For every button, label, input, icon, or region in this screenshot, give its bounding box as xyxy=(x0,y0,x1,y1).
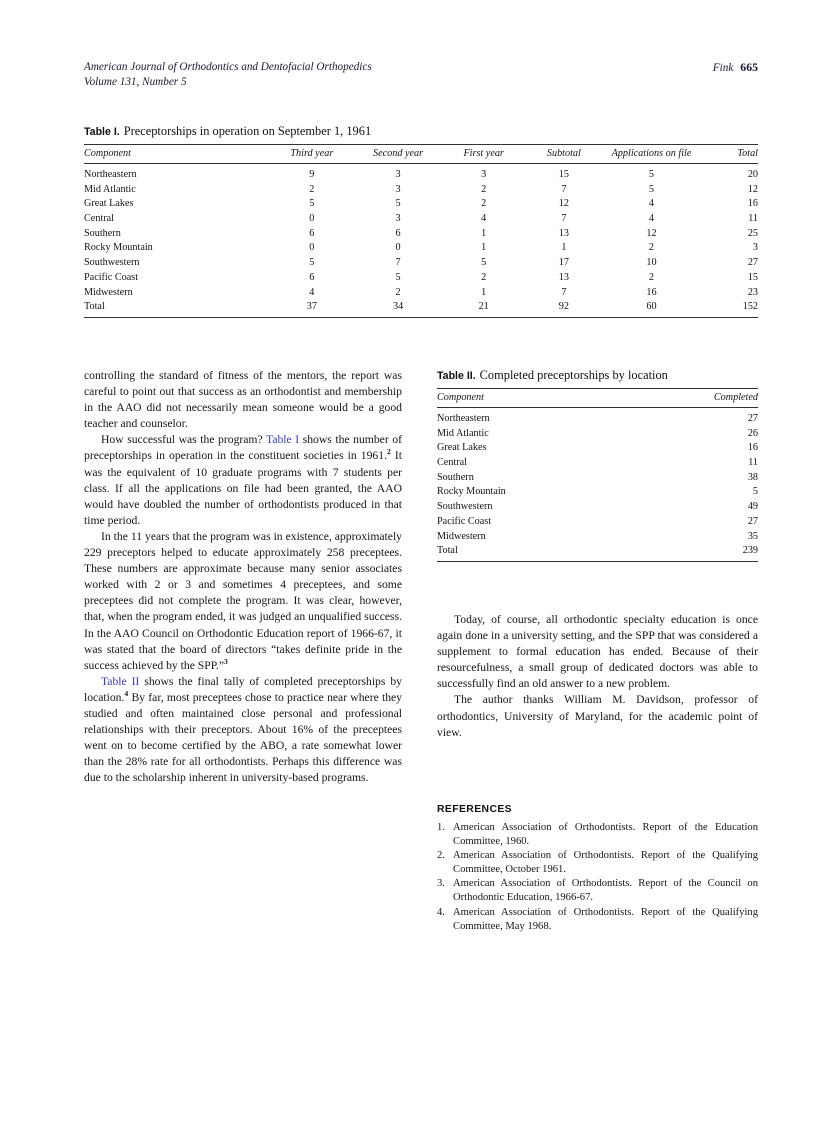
table-cell-value: 152 xyxy=(701,300,758,317)
table-row xyxy=(84,212,758,227)
table-one-col-component: Component xyxy=(84,145,269,164)
table-one-col-applications: Applications on file xyxy=(602,145,700,164)
table-cell-value: 13 xyxy=(558,271,569,283)
table-two-title: Completed preceptorships by location xyxy=(479,368,668,382)
table-cell-value: 20 xyxy=(747,169,758,180)
author-name: Fink xyxy=(712,62,734,74)
table-cell-completed: 11 xyxy=(748,457,758,469)
reference-text: American Association of Orthodontists. Report of the Council on Orthodontic Education, 1966-67. xyxy=(453,878,758,904)
table-cell-value: 5 xyxy=(481,257,487,269)
para4-mid: shows the final tally of completed preceptorships by location. xyxy=(84,674,402,704)
table-cell-component: Mid Atlantic xyxy=(437,427,489,439)
table-one-col-subtotal: Subtotal xyxy=(525,145,602,164)
table-cell-component: Total xyxy=(84,300,269,317)
table-one-col-third-year: Third year xyxy=(269,145,354,164)
table-one-col-first-year: First year xyxy=(442,145,526,164)
table-cell-value: 0 xyxy=(395,242,401,254)
table-cell-value: 2 xyxy=(481,198,487,210)
table-two-col-component: Component xyxy=(437,389,668,408)
paragraph-acknowledgment: The author thanks William M. Davidson, professor of orthodontics, University of Maryland, for the academic point of view. xyxy=(437,693,758,739)
paragraph-final-tally xyxy=(84,674,402,787)
table-row xyxy=(437,500,758,515)
reference-text: American Association of Orthodontists. Report of the Education Committee, 1960. xyxy=(453,822,758,848)
table-cell-value: 4 xyxy=(481,213,487,225)
table-cell-value: 92 xyxy=(525,300,602,317)
table-row xyxy=(84,256,758,271)
table-two-body xyxy=(437,408,758,562)
table-cell-component: Great Lakes xyxy=(437,442,487,454)
table-cell-component: Total xyxy=(437,544,668,561)
table-cell-value: 3 xyxy=(395,169,401,180)
running-head-right xyxy=(713,60,758,76)
table-one-title: Preceptorships in operation on September 1, 1961 xyxy=(123,124,372,138)
table-cell-completed: 27 xyxy=(747,515,758,527)
table-cell-value: 4 xyxy=(648,213,655,225)
reference-number: 3. xyxy=(437,878,445,890)
table-cell-value: 1 xyxy=(481,227,487,239)
table-row xyxy=(437,544,758,561)
table-cell-value: 3 xyxy=(752,242,758,254)
table-row xyxy=(84,285,758,300)
table-one-header-row xyxy=(84,145,758,164)
reference-item xyxy=(437,821,758,849)
volume-line xyxy=(84,75,372,90)
table-two-header xyxy=(437,389,758,408)
table-cell-value: 4 xyxy=(309,286,315,298)
table-cell-value: 7 xyxy=(561,183,567,195)
table-cell-value: 23 xyxy=(747,286,758,298)
reference-text: American Association of Orthodontists. Report of the Qualifying Committee, May 1968. xyxy=(453,906,758,932)
table-cell-value: 21 xyxy=(442,300,526,317)
table-cell-value: 5 xyxy=(395,271,401,283)
table-cell-value: 0 xyxy=(309,213,315,225)
table-row xyxy=(84,271,758,286)
references-list xyxy=(437,821,758,934)
table-cell-component: Rocky Mountain xyxy=(437,486,506,498)
table-one-col-second-year: Second year xyxy=(354,145,442,164)
table-row xyxy=(437,515,758,530)
table-cell-completed: 239 xyxy=(668,544,758,561)
table-cell-value: 1 xyxy=(481,286,487,298)
table-cell-component: Central xyxy=(437,457,467,469)
table-cell-completed: 38 xyxy=(747,471,758,483)
table-cell-value: 12 xyxy=(558,198,569,210)
table-two-header-row xyxy=(437,389,758,408)
reference-text: American Association of Orthodontists. Report of the Qualifying Committee, October 1961. xyxy=(453,850,758,876)
table-cell-component: Southwestern xyxy=(84,257,140,269)
reference-marker-4: 4 xyxy=(124,689,129,698)
table-cell-value: 5 xyxy=(648,183,655,195)
table-cell-value: 3 xyxy=(395,183,401,195)
table-cell-completed: 49 xyxy=(747,501,758,513)
volume-issue: 131, Number 5 xyxy=(119,75,187,88)
table-row xyxy=(84,227,758,242)
reference-item xyxy=(437,906,758,934)
table-cell-value: 34 xyxy=(354,300,442,317)
table-row xyxy=(437,427,758,442)
paragraph-program-success xyxy=(84,432,402,529)
table-cell-value: 1 xyxy=(481,242,487,254)
table-cell-value: 2 xyxy=(309,183,315,195)
table-cell-value: 6 xyxy=(309,227,315,239)
table-cell-component: Southern xyxy=(84,227,121,239)
table-two xyxy=(437,388,758,562)
references-heading: REFERENCES xyxy=(437,804,513,815)
running-head xyxy=(84,60,758,94)
table-cell-value: 15 xyxy=(747,271,758,283)
table-cell-value: 0 xyxy=(309,242,315,254)
para2-lead: How successful was the program? xyxy=(101,433,267,447)
table-cell-value: 37 xyxy=(269,300,354,317)
running-head-left xyxy=(84,60,372,89)
table-cell-value: 12 xyxy=(747,183,758,195)
table-row xyxy=(437,529,758,544)
table-cell-value: 5 xyxy=(395,198,401,210)
table-one-link[interactable]: Table I xyxy=(266,433,300,447)
table-cell-value: 2 xyxy=(481,271,487,283)
table-cell-value: 2 xyxy=(648,242,655,254)
table-cell-value: 1 xyxy=(561,242,567,254)
para2-tail: It was the equivalent of 10 graduate programs with 7 students per class. If all the applications on file had been granted, the AAO would have doubled the number of orthodontists produced in that time period. xyxy=(84,449,402,527)
table-row xyxy=(437,408,758,427)
table-cell-value: 4 xyxy=(648,198,655,210)
table-two-col-completed: Completed xyxy=(668,389,758,408)
table-cell-value: 25 xyxy=(747,227,758,239)
paragraph-today: Today, of course, all orthodontic specialty education is once again done in a university setting, and the SPP that was considered a supplement to formal education has ended. Because of their resourcefulness, a small group of dedicated doctors was able to successfully find an old answer to a new problem. xyxy=(437,613,758,691)
table-cell-value: 7 xyxy=(561,286,567,298)
table-one-body xyxy=(84,164,758,318)
body-column-left xyxy=(84,368,402,786)
table-cell-completed: 26 xyxy=(747,427,758,439)
table-cell-value: 6 xyxy=(309,271,315,283)
para3-text: In the 11 years that the program was in existence, approximately 229 preceptors helped to educate approximately 258 preceptees. These numbers are approximate because many senior associates worked with 2 or 3 and sometimes 4 preceptees, and some preceptees did not complete the program. It was clear, however, that, when the program ended, it was judged an unqualified success. In the AAO Council on Orthodontic Education report of 1966-67, it was stated that the board of directors “takes definite pride in the success achieved by the SPP.” xyxy=(84,529,402,672)
table-cell-value: 13 xyxy=(558,227,569,239)
table-cell-value: 16 xyxy=(747,198,758,210)
paragraph-eleven-years xyxy=(84,529,402,674)
table-row xyxy=(437,485,758,500)
table-cell-value: 12 xyxy=(646,227,657,239)
table-two-block xyxy=(437,368,758,562)
table-cell-value: 15 xyxy=(558,169,569,180)
reference-marker-2: 2 xyxy=(386,447,391,457)
table-cell-component: Pacific Coast xyxy=(437,515,492,527)
table-row xyxy=(84,197,758,212)
para2-mid: shows the number of preceptorships in operation in the constituent societies in 1961. xyxy=(84,433,402,463)
table-cell-component: Southwestern xyxy=(437,501,493,513)
table-row xyxy=(84,183,758,198)
reference-number: 1. xyxy=(437,822,445,833)
table-cell-component: Northeastern xyxy=(437,413,490,424)
table-cell-value: 6 xyxy=(395,227,401,239)
table-cell-value: 2 xyxy=(481,183,487,195)
reference-number: 4. xyxy=(437,906,445,918)
table-cell-component: Midwestern xyxy=(437,530,486,542)
table-cell-value: 11 xyxy=(748,213,758,225)
table-two-number: Table II. xyxy=(437,370,476,382)
table-cell-value: 3 xyxy=(395,213,401,225)
table-cell-component: Southern xyxy=(437,471,474,483)
table-cell-completed: 5 xyxy=(752,486,758,498)
reference-marker-3: 3 xyxy=(223,656,228,666)
table-cell-component: Great Lakes xyxy=(84,198,134,210)
table-one-number: Table I. xyxy=(84,126,120,138)
references-section xyxy=(437,804,758,934)
table-cell-value: 9 xyxy=(309,169,315,180)
table-two-caption xyxy=(437,368,758,384)
page-number: 665 xyxy=(740,60,758,74)
table-cell-value: 10 xyxy=(646,257,657,269)
table-cell-value: 3 xyxy=(481,169,487,180)
table-cell-component: Rocky Mountain xyxy=(84,242,153,254)
para4-tail: By far, most preceptees chose to practice near where they studied and often maintained close personal and professional relationships with their preceptors. About 16% of the preceptees went on to become certified by the ABO, a rate somewhat lower than the 28% rate for all orthodontists. Perhaps this difference was due to the scholarship inherent in university-based programs. xyxy=(84,690,402,785)
table-two-link[interactable]: Table II xyxy=(101,674,140,688)
table-cell-value: 5 xyxy=(309,257,315,269)
table-one-header xyxy=(84,145,758,164)
table-cell-value: 17 xyxy=(558,257,569,269)
table-cell-component: Central xyxy=(84,213,114,225)
table-cell-value: 7 xyxy=(561,213,567,225)
table-cell-value: 7 xyxy=(395,257,401,269)
table-one-col-total: Total xyxy=(701,145,758,164)
table-one-caption xyxy=(84,124,758,140)
table-row xyxy=(84,241,758,256)
table-cell-component: Northeastern xyxy=(84,169,137,180)
table-cell-completed: 35 xyxy=(747,530,758,542)
table-row xyxy=(437,471,758,486)
reference-number: 2. xyxy=(437,850,445,862)
table-row xyxy=(84,300,758,317)
table-cell-value: 16 xyxy=(646,286,657,298)
table-cell-component: Midwestern xyxy=(84,286,133,298)
table-one-block xyxy=(84,124,758,318)
reference-item xyxy=(437,877,758,905)
table-cell-value: 60 xyxy=(602,300,700,317)
paragraph-continuation: controlling the standard of fitness of the mentors, the report was careful to point out that success as an orthodontist and membership in the AAO did not necessarily mean someone would be a good teacher and counselor. xyxy=(84,369,402,431)
table-row xyxy=(437,456,758,471)
table-cell-value: 2 xyxy=(395,286,401,298)
table-cell-value: 27 xyxy=(747,257,758,269)
table-cell-component: Pacific Coast xyxy=(84,271,139,283)
table-cell-completed: 16 xyxy=(747,442,758,454)
table-cell-component: Mid Atlantic xyxy=(84,183,136,195)
table-cell-completed: 27 xyxy=(747,413,758,424)
table-cell-value: 5 xyxy=(309,198,315,210)
reference-item xyxy=(437,849,758,877)
table-cell-value: 5 xyxy=(648,169,655,180)
journal-title: American Journal of Orthodontics and Dentofacial Orthopedics xyxy=(84,61,372,73)
volume-label: Volume xyxy=(84,75,117,88)
table-cell-value: 2 xyxy=(648,271,655,283)
table-row xyxy=(437,441,758,456)
table-row xyxy=(84,164,758,183)
table-one xyxy=(84,144,758,318)
body-column-right xyxy=(437,612,758,741)
